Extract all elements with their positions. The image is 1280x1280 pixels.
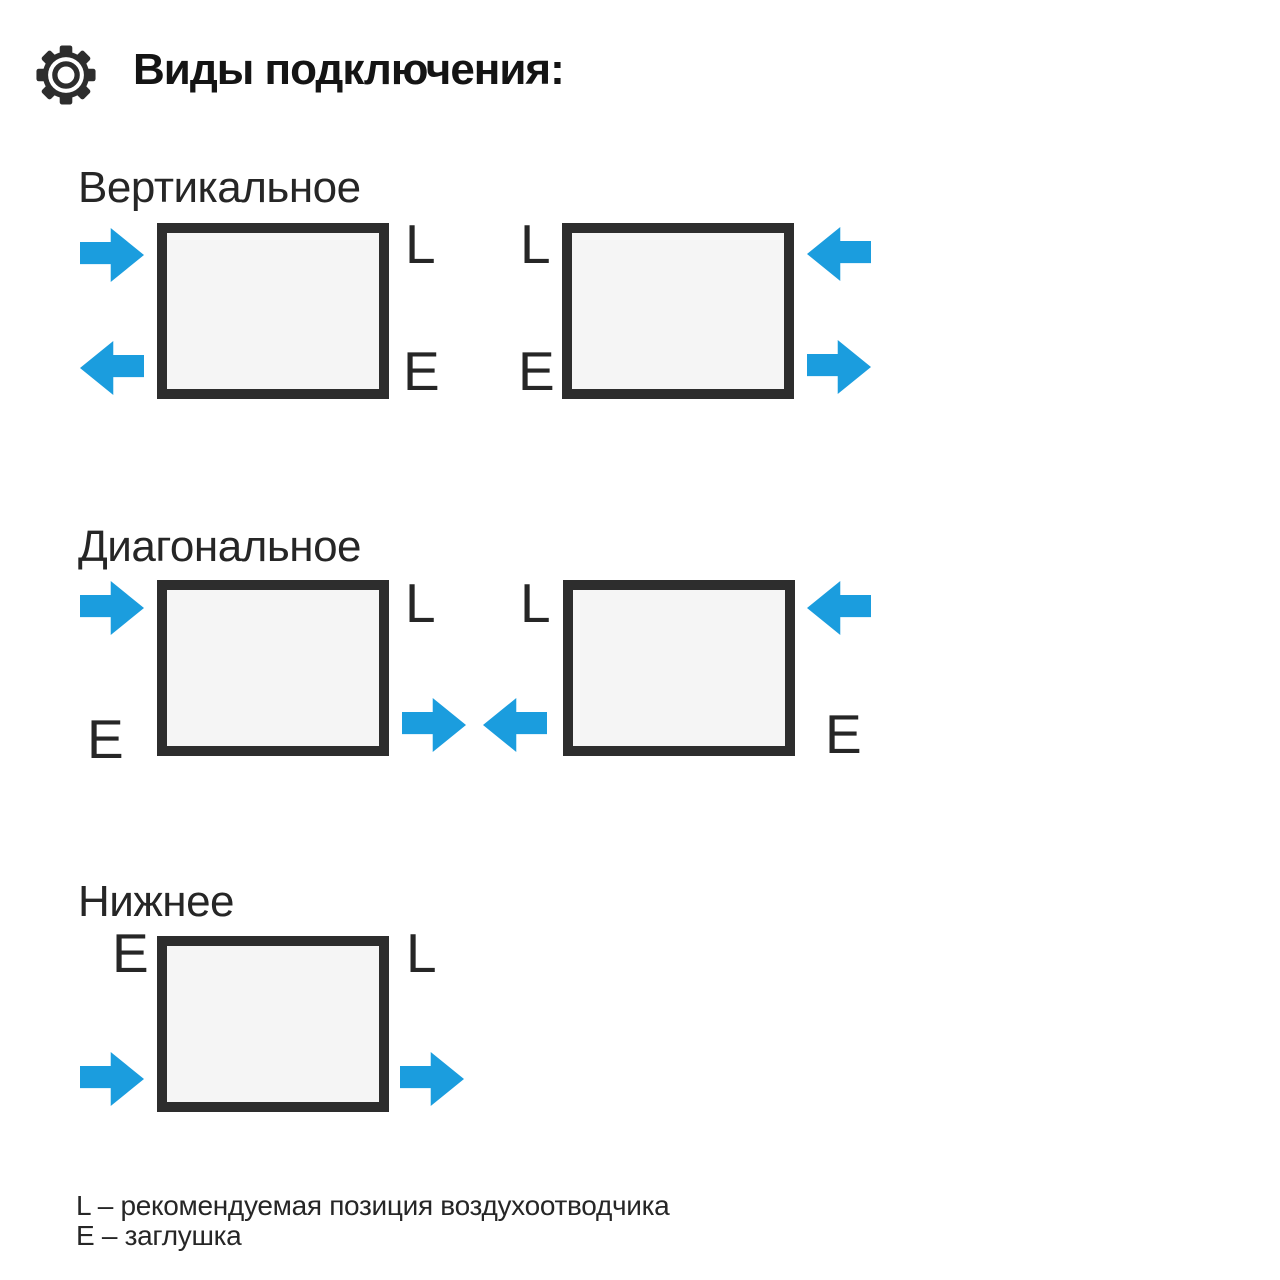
flow-out-arrow — [807, 340, 871, 394]
gear-icon — [35, 44, 97, 106]
air-vent-label: L — [405, 213, 436, 275]
flow-out-arrow — [483, 698, 547, 752]
radiator-body — [563, 580, 795, 756]
page-title: Виды подключения: — [133, 45, 564, 94]
air-vent-label: L — [520, 572, 551, 634]
radiator-body — [157, 580, 389, 756]
air-vent-label: L — [520, 213, 551, 275]
air-vent-label: L — [406, 922, 437, 984]
flow-in-arrow — [807, 581, 871, 635]
flow-out-arrow — [80, 341, 144, 395]
plug-label: E — [825, 703, 862, 765]
flow-in-arrow — [80, 228, 144, 282]
flow-out-arrow — [400, 1052, 464, 1106]
plug-label: E — [518, 340, 555, 402]
flow-out-arrow — [402, 698, 466, 752]
plug-label: E — [87, 708, 124, 770]
flow-in-arrow — [80, 1052, 144, 1106]
flow-in-arrow — [807, 227, 871, 281]
section-title-vertical: Вертикальное — [78, 163, 361, 212]
plug-label: E — [112, 922, 149, 984]
radiator-body — [562, 223, 794, 399]
radiator-body — [157, 223, 389, 399]
plug-label: E — [403, 340, 440, 402]
section-title-bottom: Нижнее — [78, 877, 235, 926]
section-title-diagonal: Диагональное — [78, 522, 362, 571]
air-vent-label: L — [405, 572, 436, 634]
flow-in-arrow — [80, 581, 144, 635]
radiator-body — [157, 936, 389, 1112]
legend-air-vent: L – рекомендуемая позиция воздухоотводчика — [76, 1190, 670, 1221]
legend-plug: E – заглушка — [76, 1220, 242, 1251]
